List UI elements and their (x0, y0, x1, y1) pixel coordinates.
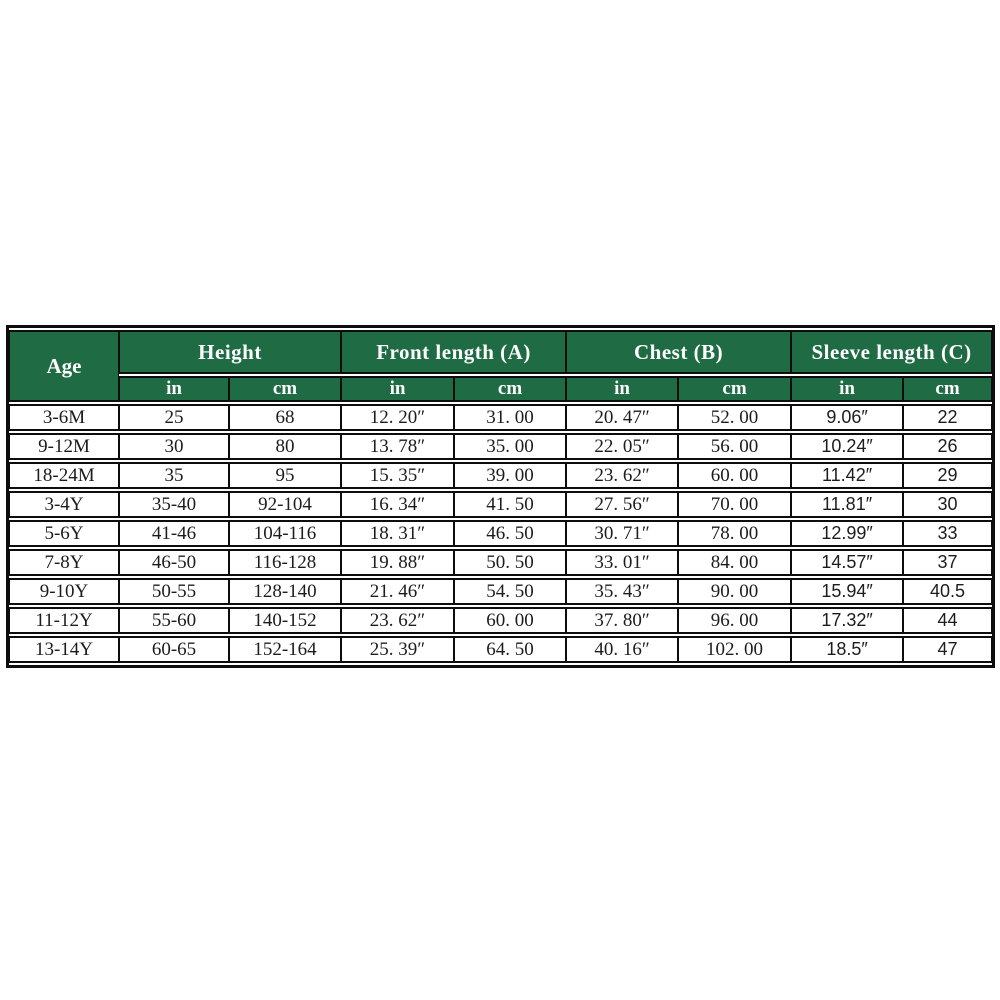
cell-chest-in: 22. 05″ (566, 433, 678, 460)
unit-header-front-in: in (341, 376, 454, 402)
cell-chest-in: 35. 43″ (566, 578, 678, 605)
cell-age: 11-12Y (9, 607, 119, 634)
cell-front-cm: 50. 50 (454, 549, 566, 576)
cell-front-cm: 41. 50 (454, 491, 566, 518)
cell-chest-cm: 56. 00 (678, 433, 791, 460)
cell-sleeve-in: 15.94″ (791, 578, 903, 605)
cell-sleeve-cm: 47 (903, 636, 992, 663)
cell-age: 5-6Y (9, 520, 119, 547)
cell-front-in: 13. 78″ (341, 433, 454, 460)
cell-height-cm: 80 (229, 433, 341, 460)
header-sleeve-length: Sleeve length (C) (791, 330, 992, 374)
header-front-length: Front length (A) (341, 330, 566, 374)
cell-front-cm: 39. 00 (454, 462, 566, 489)
cell-sleeve-cm: 33 (903, 520, 992, 547)
cell-sleeve-in: 12.99″ (791, 520, 903, 547)
header-height: Height (119, 330, 341, 374)
cell-front-cm: 54. 50 (454, 578, 566, 605)
cell-height-in: 30 (119, 433, 229, 460)
cell-height-in: 55-60 (119, 607, 229, 634)
cell-age: 9-10Y (9, 578, 119, 605)
cell-front-cm: 31. 00 (454, 404, 566, 431)
cell-height-cm: 92-104 (229, 491, 341, 518)
table-row (9, 636, 992, 663)
cell-height-cm: 128-140 (229, 578, 341, 605)
cell-sleeve-in: 14.57″ (791, 549, 903, 576)
cell-sleeve-in: 17.32″ (791, 607, 903, 634)
table-body (9, 404, 992, 663)
size-chart-table (9, 328, 992, 665)
cell-height-in: 35 (119, 462, 229, 489)
table-row (9, 433, 992, 460)
unit-header-sleeve-in: in (791, 376, 903, 402)
cell-chest-in: 20. 47″ (566, 404, 678, 431)
cell-chest-cm: 60. 00 (678, 462, 791, 489)
header-age: Age (9, 330, 119, 402)
cell-height-in: 41-46 (119, 520, 229, 547)
cell-height-in: 46-50 (119, 549, 229, 576)
cell-front-in: 23. 62″ (341, 607, 454, 634)
cell-sleeve-in: 11.42″ (791, 462, 903, 489)
cell-chest-cm: 78. 00 (678, 520, 791, 547)
cell-age: 7-8Y (9, 549, 119, 576)
cell-height-in: 60-65 (119, 636, 229, 663)
cell-sleeve-cm: 22 (903, 404, 992, 431)
cell-chest-in: 40. 16″ (566, 636, 678, 663)
cell-sleeve-in: 9.06″ (791, 404, 903, 431)
table-row (9, 578, 992, 605)
unit-header-sleeve-cm: cm (903, 376, 992, 402)
cell-sleeve-cm: 26 (903, 433, 992, 460)
cell-chest-cm: 102. 00 (678, 636, 791, 663)
table-header (9, 330, 992, 402)
unit-header-front-cm: cm (454, 376, 566, 402)
cell-chest-cm: 84. 00 (678, 549, 791, 576)
cell-front-in: 15. 35″ (341, 462, 454, 489)
table-row (9, 462, 992, 489)
table-row (9, 607, 992, 634)
cell-age: 3-6M (9, 404, 119, 431)
cell-chest-in: 37. 80″ (566, 607, 678, 634)
cell-height-in: 35-40 (119, 491, 229, 518)
cell-height-in: 50-55 (119, 578, 229, 605)
cell-height-cm: 152-164 (229, 636, 341, 663)
cell-front-cm: 64. 50 (454, 636, 566, 663)
cell-front-in: 21. 46″ (341, 578, 454, 605)
cell-front-in: 19. 88″ (341, 549, 454, 576)
cell-front-in: 16. 34″ (341, 491, 454, 518)
size-chart-frame (6, 325, 995, 668)
cell-chest-in: 23. 62″ (566, 462, 678, 489)
cell-sleeve-in: 18.5″ (791, 636, 903, 663)
table-row (9, 549, 992, 576)
cell-sleeve-cm: 37 (903, 549, 992, 576)
cell-front-in: 25. 39″ (341, 636, 454, 663)
header-row-units (9, 376, 992, 402)
header-row-groups (9, 330, 992, 374)
cell-age: 9-12M (9, 433, 119, 460)
cell-sleeve-in: 10.24″ (791, 433, 903, 460)
cell-front-cm: 46. 50 (454, 520, 566, 547)
cell-front-in: 18. 31″ (341, 520, 454, 547)
unit-header-chest-cm: cm (678, 376, 791, 402)
cell-height-cm: 140-152 (229, 607, 341, 634)
cell-age: 3-4Y (9, 491, 119, 518)
cell-chest-cm: 96. 00 (678, 607, 791, 634)
cell-sleeve-in: 11.81″ (791, 491, 903, 518)
cell-chest-cm: 52. 00 (678, 404, 791, 431)
cell-chest-in: 27. 56″ (566, 491, 678, 518)
cell-sleeve-cm: 44 (903, 607, 992, 634)
cell-height-in: 25 (119, 404, 229, 431)
cell-sleeve-cm: 29 (903, 462, 992, 489)
cell-chest-cm: 70. 00 (678, 491, 791, 518)
table-row (9, 520, 992, 547)
cell-height-cm: 68 (229, 404, 341, 431)
cell-height-cm: 95 (229, 462, 341, 489)
unit-header-height-in: in (119, 376, 229, 402)
cell-front-cm: 35. 00 (454, 433, 566, 460)
cell-height-cm: 104-116 (229, 520, 341, 547)
table-row (9, 491, 992, 518)
cell-front-in: 12. 20″ (341, 404, 454, 431)
unit-header-height-cm: cm (229, 376, 341, 402)
cell-chest-in: 30. 71″ (566, 520, 678, 547)
cell-age: 18-24M (9, 462, 119, 489)
cell-sleeve-cm: 30 (903, 491, 992, 518)
cell-age: 13-14Y (9, 636, 119, 663)
header-chest: Chest (B) (566, 330, 791, 374)
cell-height-cm: 116-128 (229, 549, 341, 576)
unit-header-chest-in: in (566, 376, 678, 402)
cell-chest-cm: 90. 00 (678, 578, 791, 605)
table-row (9, 404, 992, 431)
cell-chest-in: 33. 01″ (566, 549, 678, 576)
cell-sleeve-cm: 40.5 (903, 578, 992, 605)
cell-front-cm: 60. 00 (454, 607, 566, 634)
